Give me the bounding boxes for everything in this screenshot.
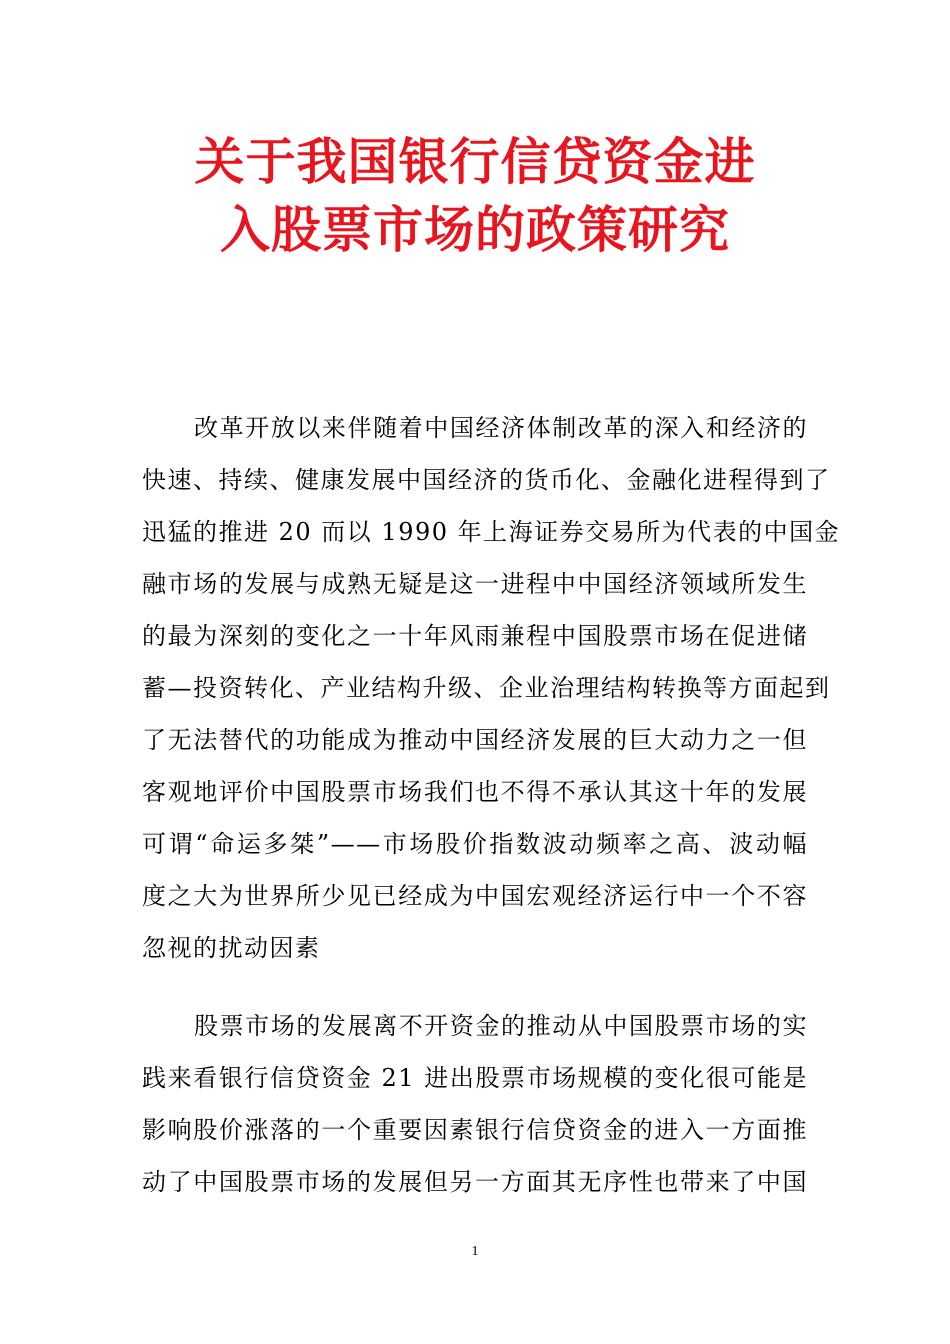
paragraph-1	[142, 402, 841, 974]
title-line-2: 入股票市场的政策研究	[220, 201, 730, 259]
paragraph-line: 股票市场的发展离不开资金的推动从中国股票市场的实	[194, 1012, 808, 1040]
paragraph-line: 迅猛的推进 20 而以 1990 年上海证券交易所为代表的中国金	[142, 518, 841, 546]
paragraph-line: 快速、持续、健康发展中国经济的货币化、金融化进程得到了	[142, 466, 831, 494]
paragraph-line: 影响股价涨落的一个重要因素银行信贷资金的进入一方面推	[142, 1116, 808, 1144]
paragraph-line: 客观地评价中国股票市场我们也不得不承认其这十年的发展	[142, 778, 808, 806]
paragraph-line: 融市场的发展与成熟无疑是这一进程中中国经济领域所发生	[142, 570, 808, 598]
paragraph-2	[142, 1000, 808, 1208]
paragraph-line: 蓄—投资转化、产业结构升级、企业治理结构转换等方面起到	[142, 674, 831, 702]
document-title	[130, 128, 820, 264]
paragraph-line: 了无法替代的功能成为推动中国经济发展的巨大动力之一但	[142, 726, 808, 754]
title-line-1: 关于我国银行信贷资金进	[194, 133, 756, 191]
paragraph-line: 改革开放以来伴随着中国经济体制改革的深入和经济的	[194, 414, 808, 442]
paragraph-line: 的最为深刻的变化之一十年风雨兼程中国股票市场在促进储	[142, 622, 808, 650]
paragraph-line: 度之大为世界所少见已经成为中国宏观经济运行中一个不容	[142, 882, 808, 910]
paragraph-line: 动了中国股票市场的发展但另一方面其无序性也带来了中国	[142, 1168, 808, 1196]
page-number: 1	[471, 1244, 479, 1259]
paragraph-line: 可谓“命运多桀”——市场股价指数波动频率之高、波动幅	[142, 830, 808, 858]
paragraph-line: 践来看银行信贷资金 21 进出股票市场规模的变化很可能是	[142, 1064, 808, 1092]
paragraph-line: 忽视的扰动因素	[142, 934, 321, 962]
